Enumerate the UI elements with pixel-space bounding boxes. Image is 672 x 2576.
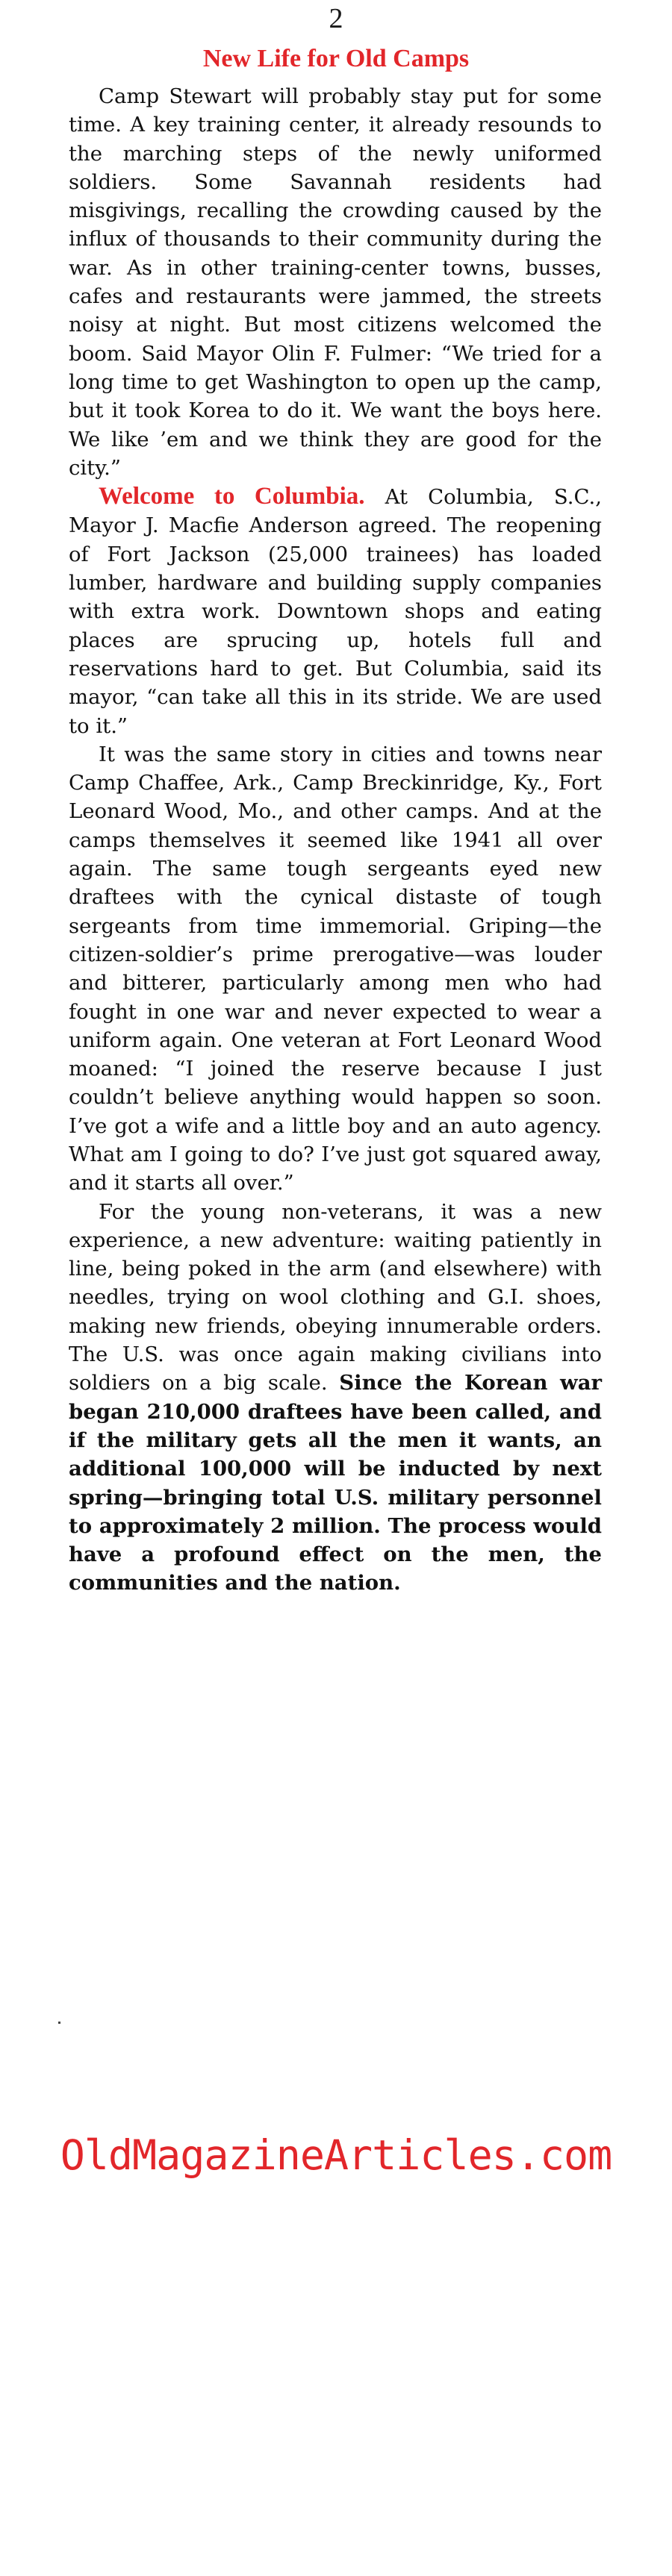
site-watermark: OldMagazineArticles.com	[60, 2131, 612, 2179]
article-body	[69, 82, 602, 1598]
paragraph-columbia	[69, 482, 602, 740]
paragraph-columbia-text: At Columbia, S.C., Mayor J. Macfie Anderson agreed. The reopening of Fort Jackson (25,000 trainees) has loaded lumber, hardware and building supply companies with extra work. Downtown shops and eating places are sprucing up, hotels full and reservations hard to get. But Columbia, said its mayor, “can take all this in its stride. We are used to it.”	[69, 485, 602, 738]
print-speck	[58, 2022, 60, 2024]
paragraph-non-veterans	[69, 1198, 602, 1598]
paragraph-other-camps: It was the same story in cities and towns near Camp Chaffee, Ark., Camp Breckinridge, Ky., Fort Leonard Wood, Mo., and other camps. And at the camps themselves it seemed like 1941 all over again. The same tough sergeants eyed new draftees with the cynical distaste of tough sergeants from time immemorial. Griping—the citizen-soldier’s prime prerogative—was louder and bitterer, particularly among men who had fought in one war and never expected to wear a uniform again. One veteran at Fort Leonard Wood moaned: “I joined the reserve because I just couldn’t believe anything would happen so soon. I’ve got a wife and a little boy and an auto agency. What am I going to do? I’ve just got squared away, and it starts all over.”	[69, 742, 602, 1195]
subhead-welcome-to-columbia: Welcome to Columbia.	[99, 483, 365, 510]
paragraph-non-veterans-text: For the young non-veterans, it was a new experience, a new adventure: waiting patiently in line, being poked in the arm (and elsewhere) with needles, trying on wool clothing and G.I. shoes, making new friends, obeying innumerable orders. The U.S. was once again making civilians into soldiers on a big scale.	[69, 1199, 602, 1395]
paragraph-camp-stewart: Camp Stewart will probably stay put for some time. A key training center, it already resounds to the marching steps of the newly uniformed soldiers. Some Savannah residents had misgivings, recalling the crowding caused by the influx of thousands to their community during the war. As in other training-center towns, busses, cafes and restaurants were jammed, the streets noisy at night. But most citizens welcomed the boom. Said Mayor Olin F. Fulmer: “We tried for a long time to get Washington to open up the camp, but it took Korea to do it. We want the boys here. We like ’em and we think they are good for the city.”	[69, 84, 602, 480]
paragraph-draft-figures: Since the Korean war began 210,000 draftees have been called, and if the military gets all the men it wants, an additional 100,000 will be inducted by next spring—bringing total U.S. military personnel to approximately 2 million. The process would have a profound effect on the men, the communities and the nation.	[69, 1371, 602, 1595]
article-headline: New Life for Old Camps	[202, 45, 470, 72]
page-number: 2	[329, 3, 343, 34]
